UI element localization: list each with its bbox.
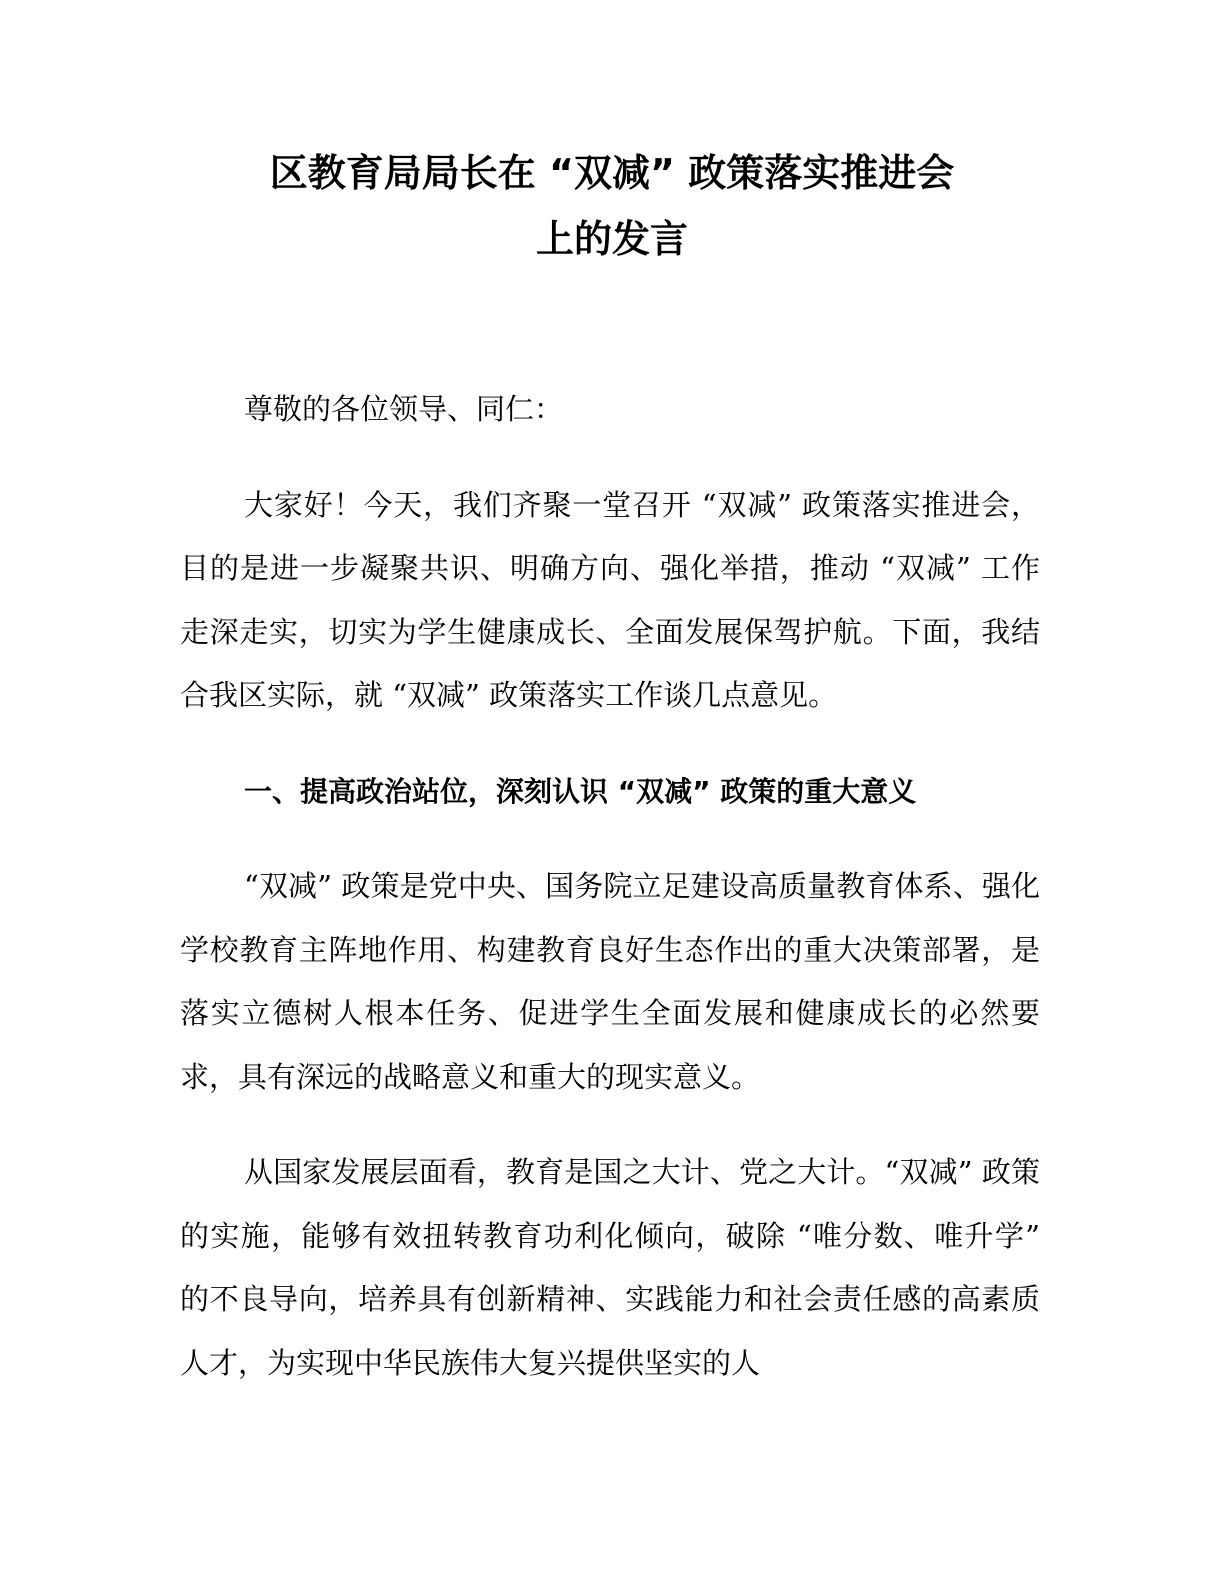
document-body [180, 378, 1040, 1427]
section1-paragraph-1: “双减” 政策是党中央、国务院立足建设高质量教育体系、强化学校教育主阵地作用、构建教育良好生态作出的重大决策部署，是落实立德树人根本任务、促进学生全面发展和健康成长的必然要求，具有深远的战略意义和重大的现实意义。 [180, 869, 1040, 1094]
intro-paragraph: 大家好！今天，我们齐聚一堂召开 “双减” 政策落实推进会，目的是进一步凝聚共识、明确方向、强化举措，推动 “双减” 工作走深走实，切实为学生健康成长、全面发展保驾护航。下面，我结合我区实际，就 “双减” 政策落实工作谈几点意见。 [180, 487, 1040, 712]
section1-paragraph-2: 从国家发展层面看，教育是国之大计、党之大计。“双减” 政策的实施，能够有效扭转教育功利化倾向，破除 “唯分数、唯升学” 的不良导向，培养具有创新精神、实践能力和社会责任感的高素质人才，为实现中华民族伟大复兴提供坚实的人 [180, 1155, 1040, 1380]
greeting: 尊敬的各位领导、同仁： [244, 392, 564, 426]
document-title [150, 140, 1074, 272]
title-line-1: 区教育局局长在 “双减” 政策落实推进会 [269, 151, 955, 195]
title-line-2: 上的发言 [535, 217, 688, 261]
section-heading-1: 一、提高政治站位，深刻认识 “双减” 政策的重大意义 [244, 774, 917, 808]
